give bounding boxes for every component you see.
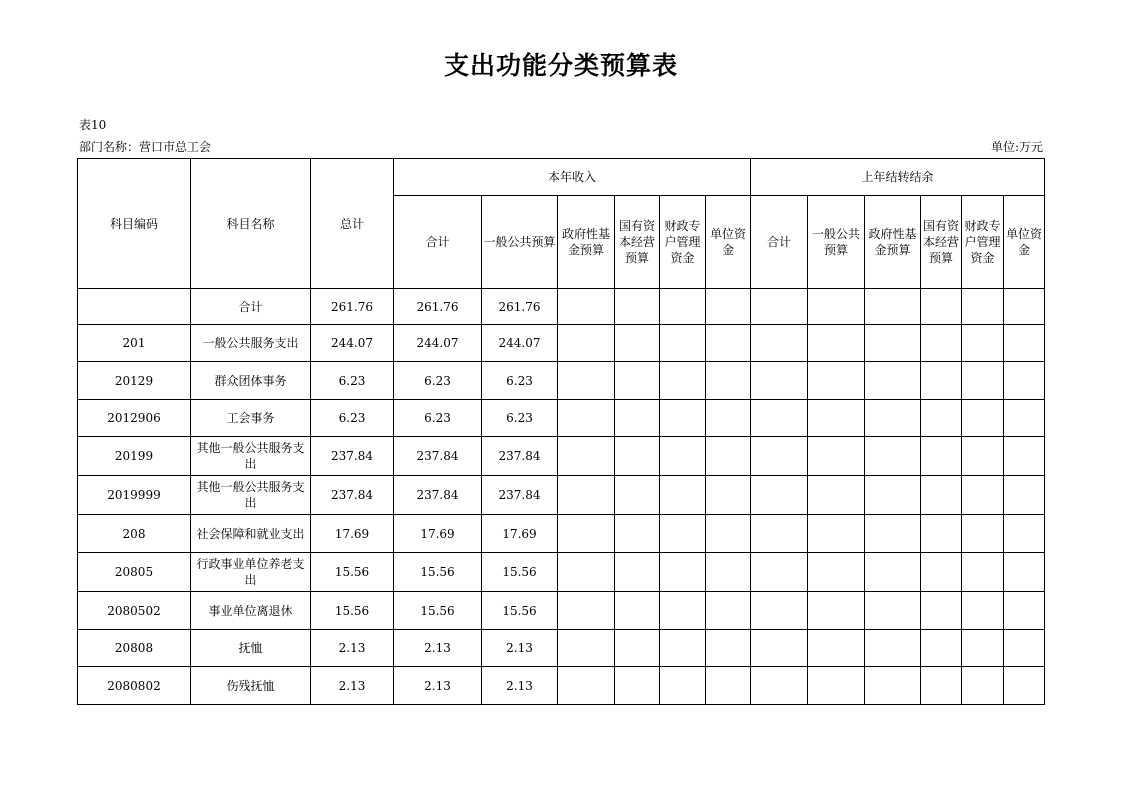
row-current-special bbox=[660, 400, 706, 437]
row-current-unit bbox=[706, 289, 751, 325]
row-code: 20805 bbox=[78, 553, 191, 592]
header-code: 科目编码 bbox=[78, 159, 191, 289]
row-carry-unit bbox=[1004, 400, 1045, 437]
table-row bbox=[78, 592, 1045, 630]
row-current-general: 6.23 bbox=[482, 362, 558, 400]
row-carry-subtotal bbox=[751, 289, 808, 325]
row-carry-general bbox=[808, 437, 865, 476]
row-current-state-capital bbox=[615, 515, 660, 553]
row-carry-subtotal bbox=[751, 400, 808, 437]
header-carry-general: 一般公共预算 bbox=[808, 196, 865, 289]
row-current-state-capital bbox=[615, 289, 660, 325]
row-current-unit bbox=[706, 400, 751, 437]
row-current-general: 261.76 bbox=[482, 289, 558, 325]
row-current-fund bbox=[558, 437, 615, 476]
row-current-general: 2.13 bbox=[482, 667, 558, 705]
row-name: 抚恤 bbox=[191, 630, 311, 667]
row-carry-unit bbox=[1004, 362, 1045, 400]
row-current-state-capital bbox=[615, 325, 660, 362]
row-carry-unit bbox=[1004, 553, 1045, 592]
row-current-fund bbox=[558, 325, 615, 362]
row-current-special bbox=[660, 325, 706, 362]
row-name: 事业单位离退休 bbox=[191, 592, 311, 630]
row-current-special bbox=[660, 630, 706, 667]
page-title: 支出功能分类预算表 bbox=[443, 51, 678, 80]
row-carry-state-capital bbox=[921, 667, 962, 705]
table-row bbox=[78, 476, 1045, 515]
row-current-subtotal: 2.13 bbox=[394, 667, 482, 705]
row-current-fund bbox=[558, 553, 615, 592]
row-carry-state-capital bbox=[921, 592, 962, 630]
unit-label: 单位:万元 bbox=[990, 140, 1043, 154]
row-carry-state-capital bbox=[921, 325, 962, 362]
row-current-unit bbox=[706, 592, 751, 630]
table-row bbox=[78, 553, 1045, 592]
row-carry-subtotal bbox=[751, 362, 808, 400]
header-current-subtotal: 合计 bbox=[394, 196, 482, 289]
budget-table bbox=[77, 158, 1045, 705]
row-carry-state-capital bbox=[921, 400, 962, 437]
row-current-state-capital bbox=[615, 476, 660, 515]
row-code: 20129 bbox=[78, 362, 191, 400]
row-carry-fund bbox=[865, 400, 921, 437]
row-carry-special bbox=[962, 289, 1004, 325]
row-total: 237.84 bbox=[311, 476, 394, 515]
table-number: 表10 bbox=[79, 118, 107, 132]
row-current-state-capital bbox=[615, 553, 660, 592]
row-total: 6.23 bbox=[311, 362, 394, 400]
row-carry-fund bbox=[865, 325, 921, 362]
row-code: 2080502 bbox=[78, 592, 191, 630]
row-current-fund bbox=[558, 515, 615, 553]
row-carry-general bbox=[808, 515, 865, 553]
row-current-special bbox=[660, 592, 706, 630]
table-header bbox=[78, 159, 1045, 289]
row-current-special bbox=[660, 476, 706, 515]
row-current-fund bbox=[558, 667, 615, 705]
row-carry-general bbox=[808, 289, 865, 325]
row-current-unit bbox=[706, 362, 751, 400]
row-current-subtotal: 6.23 bbox=[394, 362, 482, 400]
row-carry-subtotal bbox=[751, 667, 808, 705]
row-current-state-capital bbox=[615, 630, 660, 667]
row-carry-unit bbox=[1004, 325, 1045, 362]
row-code: 2080802 bbox=[78, 667, 191, 705]
table-row bbox=[78, 667, 1045, 705]
header-total: 总计 bbox=[311, 159, 394, 289]
row-total: 261.76 bbox=[311, 289, 394, 325]
table-body bbox=[78, 289, 1045, 705]
row-current-fund bbox=[558, 630, 615, 667]
row-current-unit bbox=[706, 630, 751, 667]
row-current-state-capital bbox=[615, 592, 660, 630]
table-row bbox=[78, 362, 1045, 400]
row-carry-unit bbox=[1004, 630, 1045, 667]
row-current-general: 6.23 bbox=[482, 400, 558, 437]
row-current-fund bbox=[558, 400, 615, 437]
row-carry-subtotal bbox=[751, 476, 808, 515]
row-carry-fund bbox=[865, 667, 921, 705]
row-total: 237.84 bbox=[311, 437, 394, 476]
row-current-general: 17.69 bbox=[482, 515, 558, 553]
row-total: 6.23 bbox=[311, 400, 394, 437]
row-name: 工会事务 bbox=[191, 400, 311, 437]
row-current-subtotal: 17.69 bbox=[394, 515, 482, 553]
row-carry-special bbox=[962, 667, 1004, 705]
row-carry-fund bbox=[865, 437, 921, 476]
row-current-fund bbox=[558, 592, 615, 630]
row-carry-state-capital bbox=[921, 362, 962, 400]
header-carry-state-capital: 国有资本经营预算 bbox=[921, 196, 962, 289]
row-total: 244.07 bbox=[311, 325, 394, 362]
row-carry-subtotal bbox=[751, 515, 808, 553]
row-current-subtotal: 261.76 bbox=[394, 289, 482, 325]
row-carry-subtotal bbox=[751, 553, 808, 592]
table-row bbox=[78, 630, 1045, 667]
row-current-fund bbox=[558, 362, 615, 400]
row-carry-fund bbox=[865, 592, 921, 630]
row-total: 15.56 bbox=[311, 592, 394, 630]
table-row bbox=[78, 289, 1045, 325]
header-carry-subtotal: 合计 bbox=[751, 196, 808, 289]
row-carry-special bbox=[962, 362, 1004, 400]
row-current-state-capital bbox=[615, 400, 660, 437]
row-carry-unit bbox=[1004, 437, 1045, 476]
row-carry-special bbox=[962, 515, 1004, 553]
row-current-state-capital bbox=[615, 437, 660, 476]
row-current-subtotal: 237.84 bbox=[394, 437, 482, 476]
row-current-unit bbox=[706, 667, 751, 705]
row-current-unit bbox=[706, 325, 751, 362]
row-current-general: 15.56 bbox=[482, 553, 558, 592]
row-carry-unit bbox=[1004, 667, 1045, 705]
row-carry-unit bbox=[1004, 592, 1045, 630]
row-carry-general bbox=[808, 362, 865, 400]
header-current-unit: 单位资金 bbox=[706, 196, 751, 289]
row-name: 伤残抚恤 bbox=[191, 667, 311, 705]
row-current-general: 244.07 bbox=[482, 325, 558, 362]
row-current-subtotal: 6.23 bbox=[394, 400, 482, 437]
row-carry-state-capital bbox=[921, 437, 962, 476]
row-carry-fund bbox=[865, 476, 921, 515]
row-carry-subtotal bbox=[751, 592, 808, 630]
row-name: 合计 bbox=[191, 289, 311, 325]
row-carry-special bbox=[962, 592, 1004, 630]
row-current-unit bbox=[706, 553, 751, 592]
department-name: 部门名称：营口市总工会 bbox=[79, 140, 212, 154]
row-carry-fund bbox=[865, 289, 921, 325]
row-carry-special bbox=[962, 437, 1004, 476]
row-current-special bbox=[660, 437, 706, 476]
header-current-general: 一般公共预算 bbox=[482, 196, 558, 289]
header-current-year-income: 本年收入 bbox=[394, 159, 751, 196]
row-current-general: 2.13 bbox=[482, 630, 558, 667]
row-carry-special bbox=[962, 400, 1004, 437]
row-current-unit bbox=[706, 437, 751, 476]
row-current-subtotal: 237.84 bbox=[394, 476, 482, 515]
row-name: 其他一般公共服务支出 bbox=[191, 437, 311, 476]
row-total: 2.13 bbox=[311, 667, 394, 705]
row-name: 其他一般公共服务支出 bbox=[191, 476, 311, 515]
row-name: 群众团体事务 bbox=[191, 362, 311, 400]
row-carry-state-capital bbox=[921, 553, 962, 592]
row-current-fund bbox=[558, 476, 615, 515]
row-code: 20808 bbox=[78, 630, 191, 667]
row-current-state-capital bbox=[615, 667, 660, 705]
row-carry-special bbox=[962, 476, 1004, 515]
row-carry-special bbox=[962, 553, 1004, 592]
header-carryover: 上年结转结余 bbox=[751, 159, 1045, 196]
header-current-state-capital: 国有资本经营预算 bbox=[615, 196, 660, 289]
row-carry-general bbox=[808, 553, 865, 592]
row-total: 15.56 bbox=[311, 553, 394, 592]
header-current-fund: 政府性基金预算 bbox=[558, 196, 615, 289]
row-carry-subtotal bbox=[751, 630, 808, 667]
row-current-special bbox=[660, 289, 706, 325]
row-carry-fund bbox=[865, 515, 921, 553]
row-carry-special bbox=[962, 630, 1004, 667]
row-code: 2019999 bbox=[78, 476, 191, 515]
row-current-fund bbox=[558, 289, 615, 325]
row-carry-unit bbox=[1004, 476, 1045, 515]
row-current-special bbox=[660, 667, 706, 705]
row-carry-state-capital bbox=[921, 476, 962, 515]
row-total: 17.69 bbox=[311, 515, 394, 553]
row-current-general: 237.84 bbox=[482, 437, 558, 476]
row-code bbox=[78, 289, 191, 325]
row-total: 2.13 bbox=[311, 630, 394, 667]
row-carry-general bbox=[808, 325, 865, 362]
row-carry-unit bbox=[1004, 289, 1045, 325]
row-current-unit bbox=[706, 476, 751, 515]
row-current-subtotal: 244.07 bbox=[394, 325, 482, 362]
row-carry-state-capital bbox=[921, 515, 962, 553]
row-carry-fund bbox=[865, 553, 921, 592]
row-code: 201 bbox=[78, 325, 191, 362]
row-current-special bbox=[660, 515, 706, 553]
row-carry-fund bbox=[865, 630, 921, 667]
row-carry-state-capital bbox=[921, 630, 962, 667]
table-row bbox=[78, 515, 1045, 553]
row-current-general: 237.84 bbox=[482, 476, 558, 515]
header-current-special: 财政专户管理资金 bbox=[660, 196, 706, 289]
row-carry-subtotal bbox=[751, 437, 808, 476]
row-code: 20199 bbox=[78, 437, 191, 476]
header-carry-unit: 单位资金 bbox=[1004, 196, 1045, 289]
row-carry-subtotal bbox=[751, 325, 808, 362]
row-current-subtotal: 2.13 bbox=[394, 630, 482, 667]
row-current-unit bbox=[706, 515, 751, 553]
table-row bbox=[78, 400, 1045, 437]
row-carry-general bbox=[808, 592, 865, 630]
header-carry-special: 财政专户管理资金 bbox=[962, 196, 1004, 289]
row-carry-unit bbox=[1004, 515, 1045, 553]
row-current-subtotal: 15.56 bbox=[394, 553, 482, 592]
row-current-special bbox=[660, 553, 706, 592]
row-carry-general bbox=[808, 476, 865, 515]
table-row bbox=[78, 325, 1045, 362]
row-current-subtotal: 15.56 bbox=[394, 592, 482, 630]
header-name: 科目名称 bbox=[191, 159, 311, 289]
row-name: 一般公共服务支出 bbox=[191, 325, 311, 362]
row-current-state-capital bbox=[615, 362, 660, 400]
row-name: 行政事业单位养老支出 bbox=[191, 553, 311, 592]
row-current-special bbox=[660, 362, 706, 400]
row-code: 2012906 bbox=[78, 400, 191, 437]
row-current-general: 15.56 bbox=[482, 592, 558, 630]
row-carry-special bbox=[962, 325, 1004, 362]
row-carry-fund bbox=[865, 362, 921, 400]
row-name: 社会保障和就业支出 bbox=[191, 515, 311, 553]
row-carry-state-capital bbox=[921, 289, 962, 325]
row-carry-general bbox=[808, 400, 865, 437]
row-carry-general bbox=[808, 667, 865, 705]
header-carry-fund: 政府性基金预算 bbox=[865, 196, 921, 289]
row-carry-general bbox=[808, 630, 865, 667]
row-code: 208 bbox=[78, 515, 191, 553]
table-row bbox=[78, 437, 1045, 476]
